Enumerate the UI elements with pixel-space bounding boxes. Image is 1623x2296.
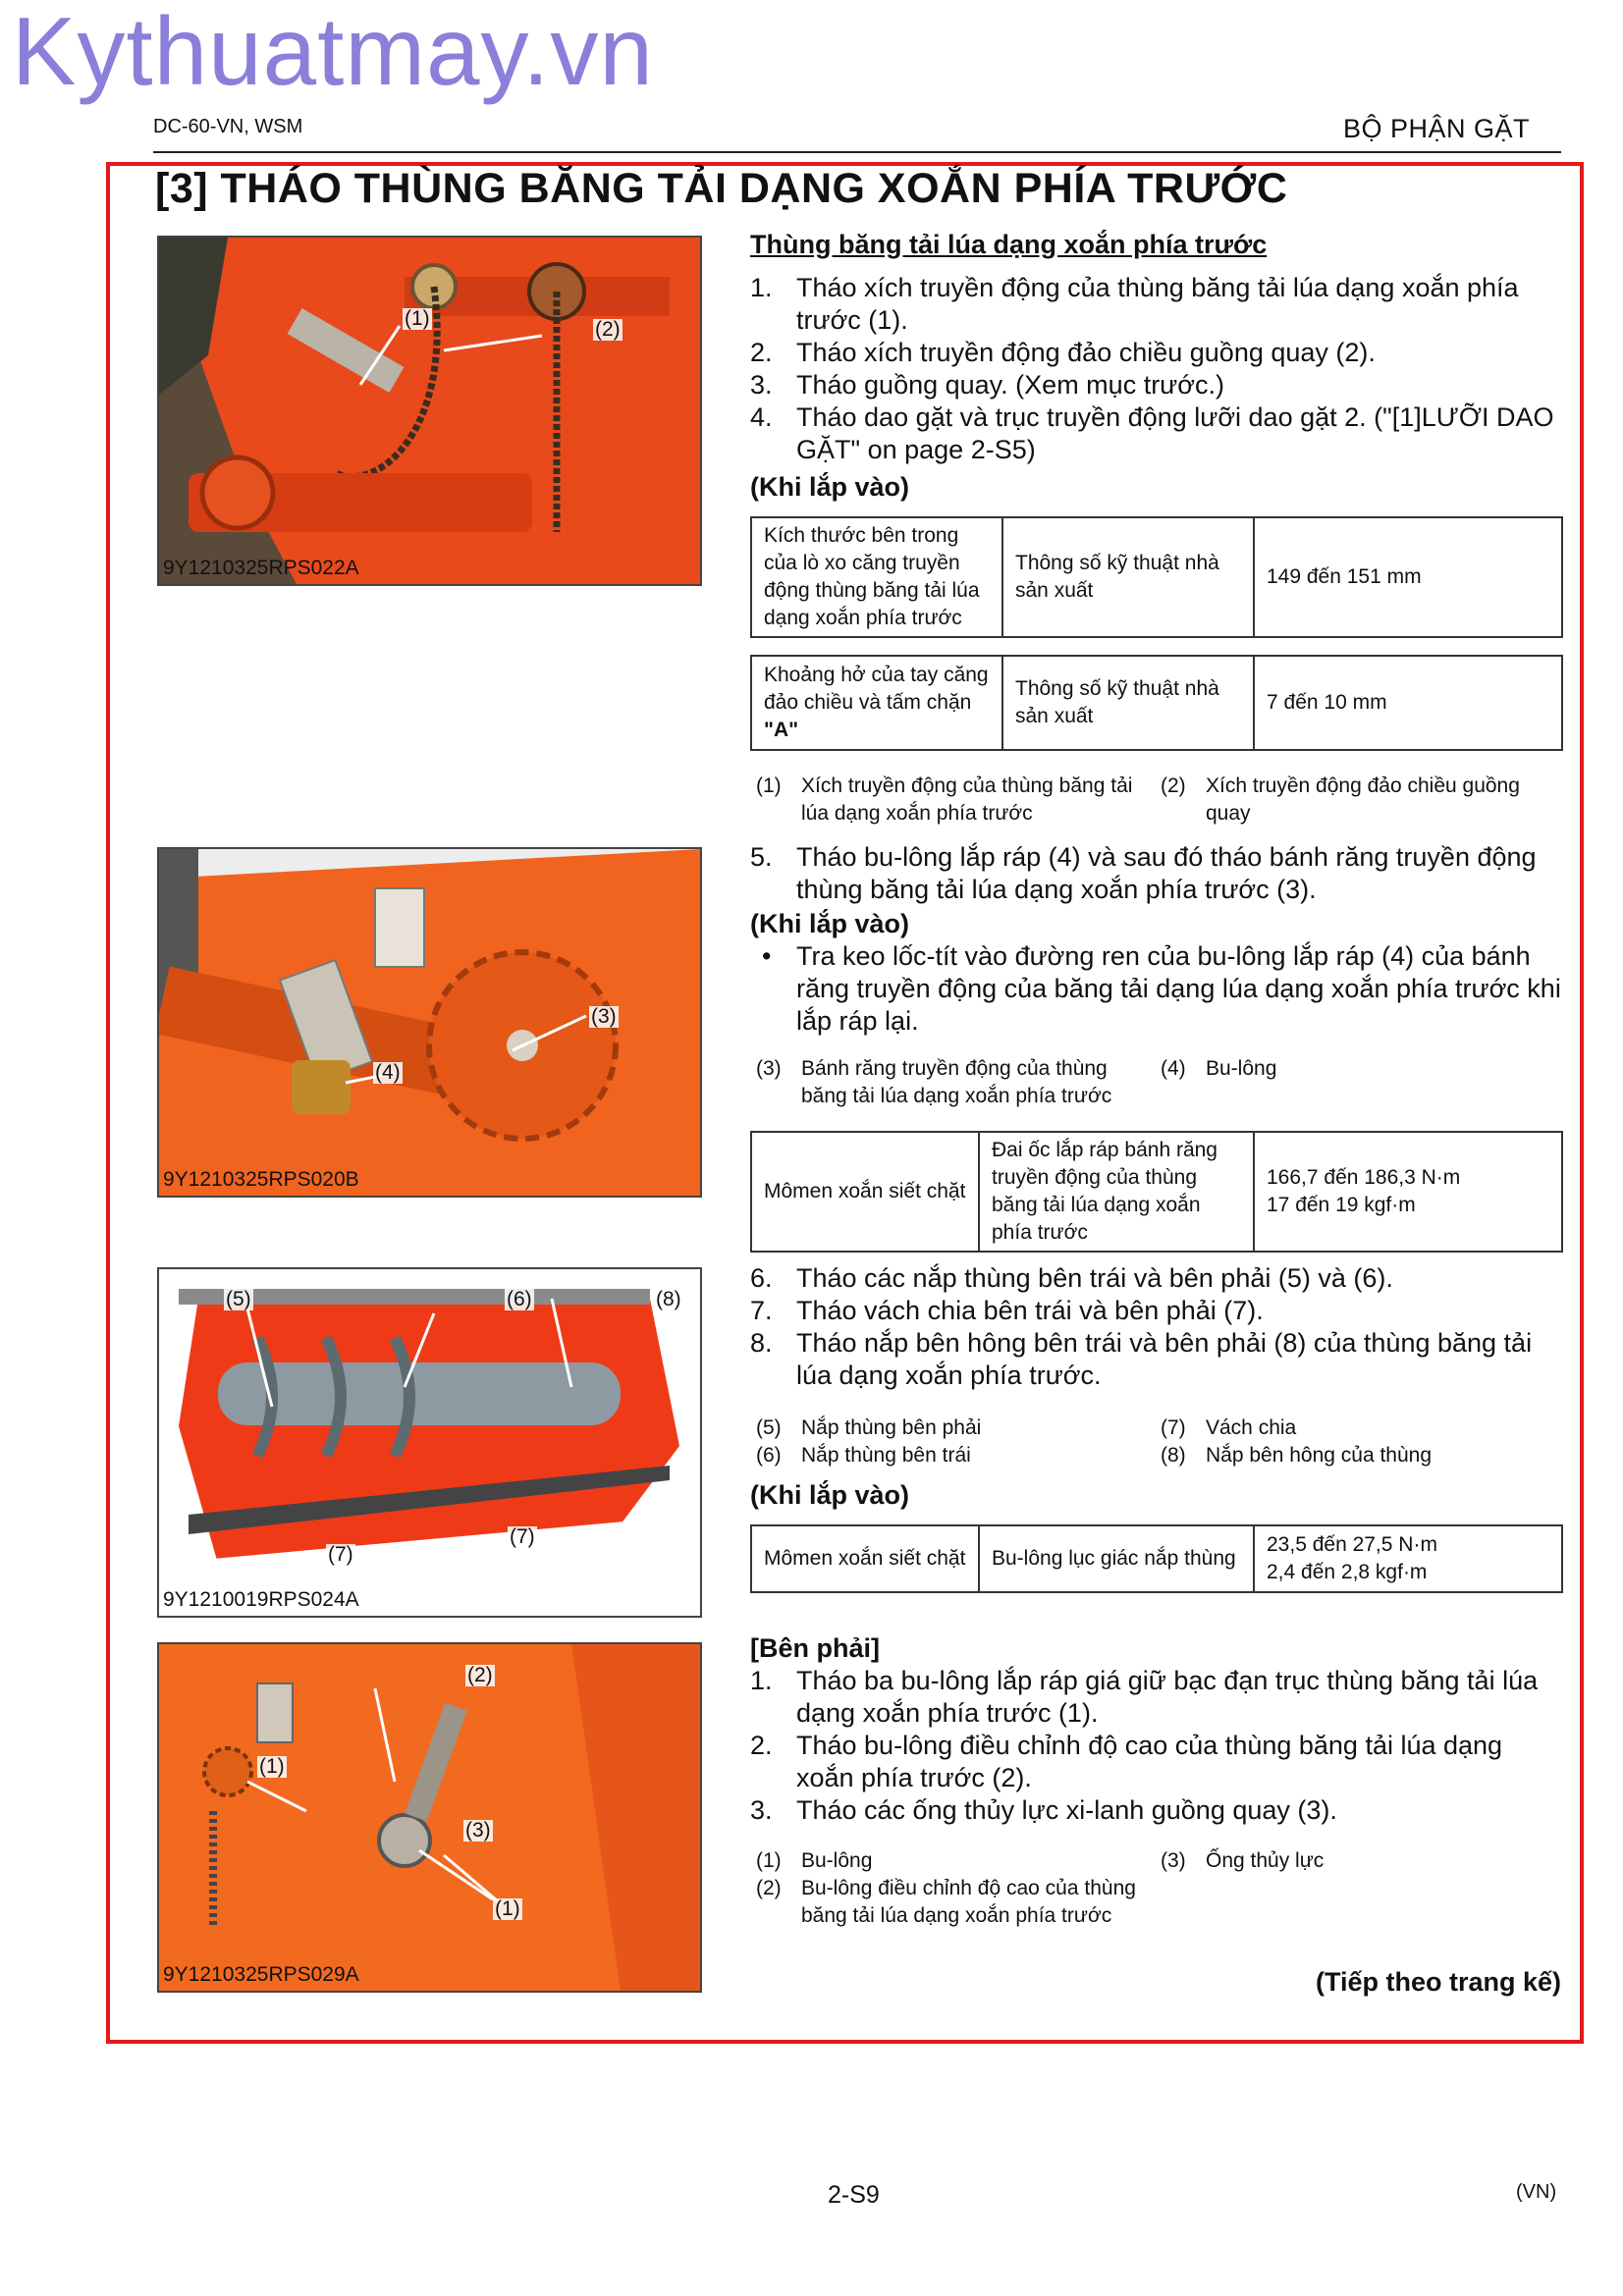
photo-chain-drive-illustration [159, 238, 700, 584]
step-text: Tháo vách chia bên trái và bên phải (7). [796, 1296, 1264, 1325]
torque-value-nm: 166,7 đến 186,3 N·m [1267, 1166, 1461, 1189]
spec-item: Kích thước bên trong của lò xo căng truyền động thùng băng tải lúa dạng xoắn phía trước [751, 517, 1002, 637]
legend-text: Nắp thùng bên phải [801, 1416, 982, 1439]
step-5 [750, 841, 1561, 906]
spec-item [751, 656, 1002, 750]
step-number: 3. [750, 1795, 773, 1825]
step-text: Tháo guồng quay. (Xem mục trước.) [796, 370, 1224, 400]
photo-drive-sprocket-illustration [159, 849, 700, 1196]
legend-number: (3) [1161, 1849, 1186, 1872]
callout-8: (8) [656, 1288, 681, 1310]
subheading-front-auger: Thùng băng tải lúa dạng xoắn phía trước [750, 230, 1268, 259]
legend-part4 [756, 1847, 1561, 1936]
legend-number: (1) [756, 1849, 782, 1872]
torque-item: Bu-lông lục giác nắp thùng [979, 1525, 1254, 1592]
steps-6-8 [750, 1262, 1561, 1392]
legend-number: (1) [756, 774, 782, 797]
callout-4: (4) [375, 1061, 401, 1084]
step-number: 2. [750, 1731, 773, 1760]
page-title: [3] THÁO THÙNG BĂNG TẢI DẠNG XOẮN PHÍA TRƯỚC [155, 165, 1288, 212]
callout-6: (6) [507, 1288, 532, 1310]
legend-text: Bu-lông điều chỉnh độ cao của thùng băng tải lúa dạng xoắn phía trước [801, 1877, 1136, 1927]
callout-2: (2) [467, 1664, 493, 1686]
step-text: Tháo bu-lông lắp ráp (4) và sau đó tháo bánh răng truyền động thùng băng tải lúa dạng xoắn phía trước (3). [796, 842, 1537, 904]
step-number: 1. [750, 273, 773, 302]
site-watermark: Kythuatmay.vn [12, 0, 654, 105]
photo-right-side [157, 1642, 702, 1993]
step-r2 [750, 1730, 1561, 1794]
step-text: Tháo bu-lông điều chỉnh độ cao của thùng băng tải lúa dạng xoắn phía trước (2). [796, 1731, 1503, 1792]
language-code: (VN) [1516, 2181, 1557, 2203]
step-7 [750, 1295, 1561, 1327]
right-side-heading: [Bên phải] [750, 1633, 880, 1663]
step-3 [750, 369, 1561, 401]
legend-text: Nắp bên hông của thùng [1206, 1444, 1433, 1467]
legend-number: (2) [1161, 774, 1186, 797]
legend-text: Bu-lông [801, 1849, 873, 1872]
step-number: 5. [750, 842, 773, 872]
legend-number: (7) [1161, 1416, 1186, 1439]
step-text: Tháo nắp bên hông bên trái và bên phải (8) của thùng băng tải lúa dạng xoắn phía trước. [796, 1328, 1533, 1390]
step-1 [750, 272, 1561, 337]
step-6 [750, 1262, 1561, 1295]
photo-code: 9Y1210325RPS022A [163, 557, 359, 579]
legend-text: Xích truyền động của thùng băng tải lúa dạng xoắn phía trước [801, 774, 1133, 825]
legend-text: Bu-lông [1206, 1057, 1277, 1080]
torque-value-kgfm: 17 đến 19 kgf·m [1267, 1194, 1416, 1216]
callout-7: (7) [328, 1543, 353, 1566]
spec-type: Thông số kỹ thuật nhà sản xuất [1002, 656, 1254, 750]
spec-value: 7 đến 10 mm [1254, 656, 1562, 750]
photo-right-side-illustration [159, 1644, 700, 1991]
legend-text: Vách chia [1206, 1416, 1297, 1439]
torque-label: Mômen xoắn siết chặt [751, 1132, 979, 1252]
step-5-block [750, 841, 1561, 906]
step-number: 4. [750, 402, 773, 432]
legend-text: Nắp thùng bên trái [801, 1444, 971, 1467]
torque-table-sprocket [750, 1131, 1563, 1253]
legend-part2 [756, 1055, 1561, 1114]
spec-item-text: Khoảng hở của tay căng đảo chiều và tấm chặn [764, 664, 989, 714]
step-number: 6. [750, 1263, 773, 1293]
document-code: DC-60-VN, WSM [153, 116, 303, 137]
torque-value [1254, 1525, 1562, 1592]
header-rule [153, 151, 1561, 153]
legend-number: (3) [756, 1057, 782, 1080]
continued-note: (Tiếp theo trang kế) [1315, 1967, 1561, 1997]
callout-1: (1) [259, 1755, 285, 1778]
callout-3: (3) [465, 1819, 491, 1842]
when-install-heading: (Khi lắp vào) [750, 472, 910, 502]
photo-auger-covers [157, 1267, 702, 1618]
torque-label: Mômen xoắn siết chặt [751, 1525, 979, 1592]
legend-number: (8) [1161, 1444, 1186, 1467]
legend-number: (5) [756, 1416, 782, 1439]
step-r3 [750, 1794, 1561, 1827]
callout-3: (3) [591, 1005, 617, 1028]
step-text: Tháo xích truyền động đảo chiều guồng quay (2). [796, 338, 1376, 367]
step-number: 7. [750, 1296, 773, 1325]
steps-right-side [750, 1665, 1561, 1827]
step-number: 8. [750, 1328, 773, 1358]
legend-number: (6) [756, 1444, 782, 1467]
step-8 [750, 1327, 1561, 1392]
photo-auger-covers-illustration [159, 1269, 700, 1616]
step-text: Tháo xích truyền động của thùng băng tải lúa dạng xoắn phía trước (1). [796, 273, 1519, 335]
legend-part3 [756, 1415, 1561, 1473]
torque-table-cover [750, 1524, 1563, 1593]
torque-value-kgfm: 2,4 đến 2,8 kgf·m [1267, 1561, 1428, 1583]
bullet-note [750, 940, 1561, 1038]
when-install-heading: (Khi lắp vào) [750, 1480, 910, 1510]
step-text: Tháo ba bu-lông lắp ráp giá giữ bạc đạn trục thùng băng tải lúa dạng xoắn phía trước (1). [796, 1666, 1539, 1728]
when-install-heading: (Khi lắp vào) [750, 909, 910, 938]
spec-type: Thông số kỹ thuật nhà sản xuất [1002, 517, 1254, 637]
spec-item-ref: "A" [764, 719, 799, 741]
step-number: 2. [750, 338, 773, 367]
step-text: Tháo các ống thủy lực xi-lanh guồng quay (3). [796, 1795, 1337, 1825]
page-number: 2-S9 [828, 2181, 880, 2209]
photo-code: 9Y1210325RPS029A [163, 1963, 359, 1986]
bullet-mark: • [762, 941, 772, 971]
photo-drive-sprocket [157, 847, 702, 1198]
callout-7: (7) [510, 1525, 535, 1548]
step-number: 1. [750, 1666, 773, 1695]
spec-value: 149 đến 151 mm [1254, 517, 1562, 637]
photo-code: 9Y1210325RPS020B [163, 1168, 359, 1191]
photo-code: 9Y1210019RPS024A [163, 1588, 359, 1611]
bullet-text: Tra keo lốc-tít vào đường ren của bu-lông lắp ráp (4) của bánh răng truyền động của băng tải dạng lúa dạng xoắn phía trước khi lắp ráp lại. [796, 941, 1561, 1036]
photo-chain-drive [157, 236, 702, 586]
callout-1: (1) [495, 1897, 520, 1920]
torque-value-nm: 23,5 đến 27,5 N·m [1267, 1533, 1437, 1556]
callout-2: (2) [595, 318, 621, 341]
legend-text: Bánh răng truyền động của thùng băng tải lúa dạng xoắn phía trước [801, 1057, 1112, 1107]
callout-5: (5) [226, 1288, 251, 1310]
legend-text: Ống thủy lực [1206, 1849, 1325, 1872]
step-text: Tháo dao gặt và trục truyền động lưỡi dao gặt 2. ("[1]LƯỠI DAO GẶT" on page 2-S5) [796, 402, 1554, 464]
section-header: BỘ PHẬN GẶT [1342, 114, 1530, 143]
torque-item: Đai ốc lắp ráp bánh răng truyền động của thùng băng tải lúa dạng xoắn phía trước [979, 1132, 1254, 1252]
legend-number: (2) [756, 1877, 782, 1899]
spec-table-spring [750, 516, 1563, 638]
legend-part1 [756, 773, 1561, 831]
step-4 [750, 401, 1561, 466]
legend-text: Xích truyền động đảo chiều guồng quay [1206, 774, 1520, 825]
legend-number: (4) [1161, 1057, 1186, 1080]
torque-value [1254, 1132, 1562, 1252]
spec-table-clearance [750, 655, 1563, 751]
callout-1: (1) [405, 307, 430, 330]
step-r1 [750, 1665, 1561, 1730]
step-text: Tháo các nắp thùng bên trái và bên phải (5) và (6). [796, 1263, 1393, 1293]
step-2 [750, 337, 1561, 369]
steps-1-4 [750, 272, 1561, 466]
step-number: 3. [750, 370, 773, 400]
